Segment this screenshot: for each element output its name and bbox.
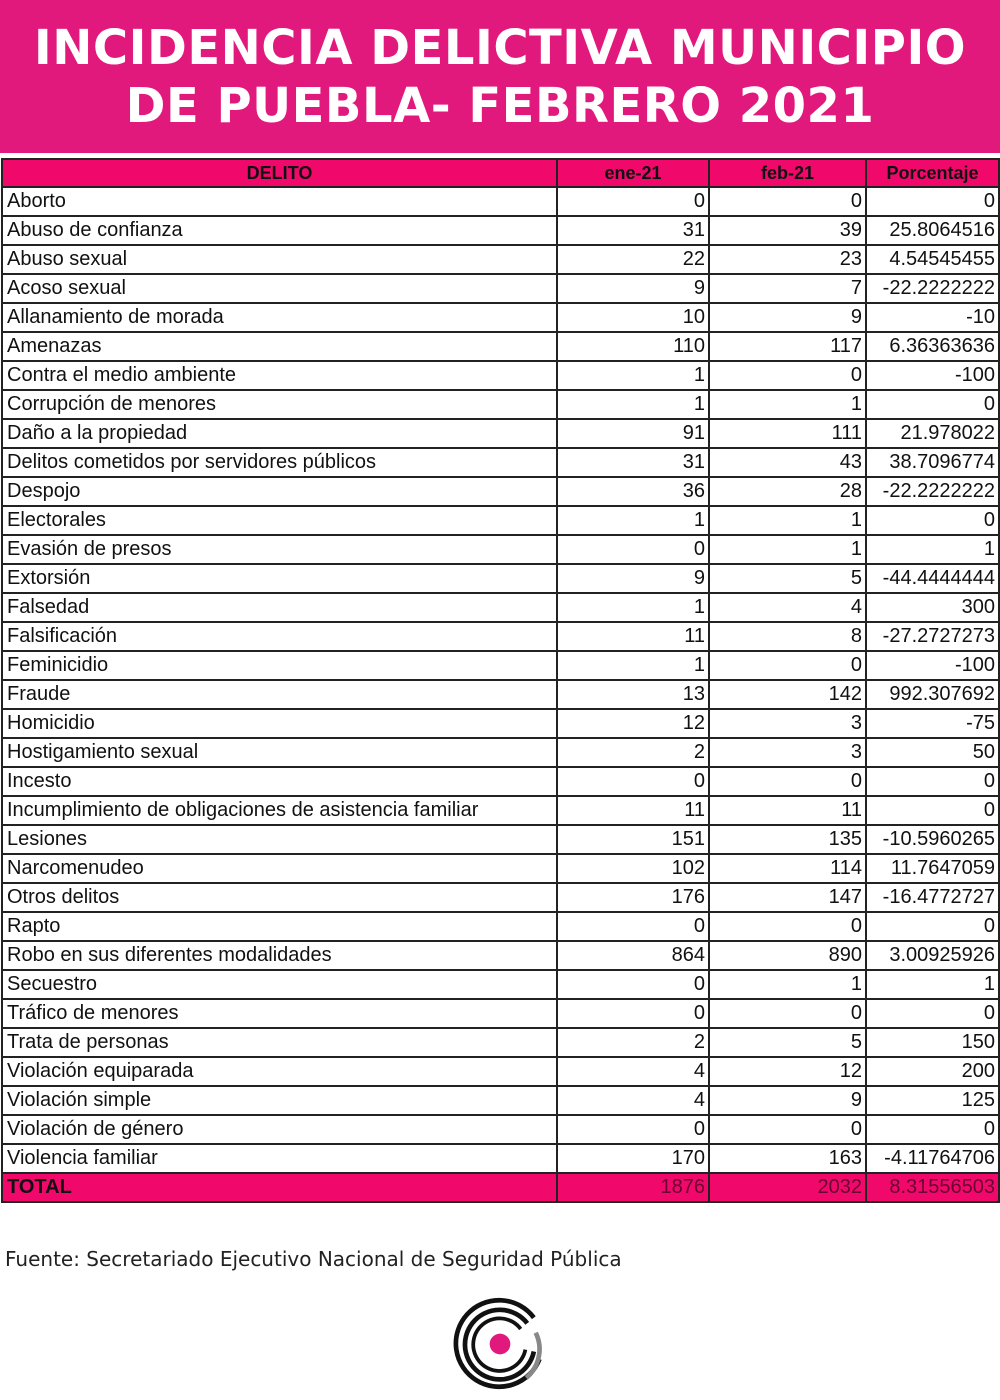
cell-ene-21: 151 xyxy=(557,825,709,854)
table-row xyxy=(2,825,999,854)
title-line-1: INCIDENCIA DELICTIVA MUNICIPIO xyxy=(33,19,967,76)
cell-porcentaje: -10.5960265 xyxy=(866,825,999,854)
cell-porcentaje: 0 xyxy=(866,390,999,419)
cell-delito: Falsificación xyxy=(2,622,557,651)
cell-feb-21: 1 xyxy=(709,970,866,999)
cell-ene-21: 31 xyxy=(557,448,709,477)
cell-feb-21: 111 xyxy=(709,419,866,448)
table-row xyxy=(2,245,999,274)
cell-porcentaje: 150 xyxy=(866,1028,999,1057)
cell-feb-21: 23 xyxy=(709,245,866,274)
cell-porcentaje: 3.00925926 xyxy=(866,941,999,970)
cell-porcentaje: 0 xyxy=(866,767,999,796)
cell-delito: Delitos cometidos por servidores públicos xyxy=(2,448,557,477)
cell-feb-21: 0 xyxy=(709,187,866,216)
cell-delito: Tráfico de menores xyxy=(2,999,557,1028)
cell-porcentaje: -44.4444444 xyxy=(866,564,999,593)
table-row xyxy=(2,477,999,506)
cell-ene-21: 91 xyxy=(557,419,709,448)
cell-ene-21: 1 xyxy=(557,651,709,680)
cell-feb-21: 12 xyxy=(709,1057,866,1086)
cell-delito: Lesiones xyxy=(2,825,557,854)
header-ene-21: ene-21 xyxy=(557,159,709,187)
table-row xyxy=(2,593,999,622)
table-header-row xyxy=(2,159,999,187)
cell-delito: Evasión de presos xyxy=(2,535,557,564)
cell-porcentaje: 0 xyxy=(866,912,999,941)
table-row xyxy=(2,970,999,999)
title-banner xyxy=(0,0,1000,153)
cell-porcentaje: 125 xyxy=(866,1086,999,1115)
cell-ene-21: 4 xyxy=(557,1086,709,1115)
cell-porcentaje: 300 xyxy=(866,593,999,622)
cell-delito: Narcomenudeo xyxy=(2,854,557,883)
total-row xyxy=(2,1173,999,1202)
cell-feb-21: 28 xyxy=(709,477,866,506)
table-row xyxy=(2,303,999,332)
cell-delito: Otros delitos xyxy=(2,883,557,912)
cell-delito: Violencia familiar xyxy=(2,1144,557,1173)
cell-feb-21: 9 xyxy=(709,1086,866,1115)
cell-porcentaje: 1 xyxy=(866,535,999,564)
cell-delito: Electorales xyxy=(2,506,557,535)
table-row xyxy=(2,796,999,825)
cell-ene-21: 0 xyxy=(557,999,709,1028)
cell-delito: Abuso sexual xyxy=(2,245,557,274)
cell-feb-21: 1 xyxy=(709,390,866,419)
crime-table xyxy=(1,158,1000,1203)
source-note: Fuente: Secretariado Ejecutivo Nacional de Seguridad Pública xyxy=(5,1247,622,1271)
cell-feb-21: 0 xyxy=(709,1115,866,1144)
cell-feb-21: 1 xyxy=(709,535,866,564)
cell-feb-21: 163 xyxy=(709,1144,866,1173)
cell-ene-21: 22 xyxy=(557,245,709,274)
table-row xyxy=(2,274,999,303)
table-row xyxy=(2,564,999,593)
cell-ene-21: 2 xyxy=(557,738,709,767)
cell-delito: Daño a la propiedad xyxy=(2,419,557,448)
cell-ene-21: 0 xyxy=(557,535,709,564)
total-porcentaje: 8.31556503 xyxy=(866,1173,999,1202)
table-row xyxy=(2,1115,999,1144)
cell-feb-21: 0 xyxy=(709,361,866,390)
cell-delito: Acoso sexual xyxy=(2,274,557,303)
cell-ene-21: 864 xyxy=(557,941,709,970)
cell-delito: Corrupción de menores xyxy=(2,390,557,419)
cell-porcentaje: 0 xyxy=(866,187,999,216)
table-row xyxy=(2,1028,999,1057)
table-row xyxy=(2,912,999,941)
cell-ene-21: 9 xyxy=(557,274,709,303)
cell-ene-21: 4 xyxy=(557,1057,709,1086)
cell-ene-21: 0 xyxy=(557,1115,709,1144)
table-row xyxy=(2,419,999,448)
total-ene-21: 1876 xyxy=(557,1173,709,1202)
cell-ene-21: 0 xyxy=(557,187,709,216)
cell-delito: Falsedad xyxy=(2,593,557,622)
cell-ene-21: 1 xyxy=(557,593,709,622)
table-row xyxy=(2,680,999,709)
cell-porcentaje: 38.7096774 xyxy=(866,448,999,477)
cell-feb-21: 11 xyxy=(709,796,866,825)
cell-delito: Violación simple xyxy=(2,1086,557,1115)
cell-feb-21: 0 xyxy=(709,651,866,680)
cell-ene-21: 0 xyxy=(557,912,709,941)
cell-porcentaje: 992.307692 xyxy=(866,680,999,709)
cell-feb-21: 142 xyxy=(709,680,866,709)
cell-porcentaje: 0 xyxy=(866,796,999,825)
table-row xyxy=(2,738,999,767)
cell-delito: Amenazas xyxy=(2,332,557,361)
cell-ene-21: 11 xyxy=(557,622,709,651)
cell-delito: Abuso de confianza xyxy=(2,216,557,245)
cell-porcentaje: 6.36363636 xyxy=(866,332,999,361)
cell-feb-21: 117 xyxy=(709,332,866,361)
table-row xyxy=(2,651,999,680)
cell-feb-21: 3 xyxy=(709,709,866,738)
cell-porcentaje: -22.2222222 xyxy=(866,274,999,303)
cell-feb-21: 114 xyxy=(709,854,866,883)
cell-ene-21: 13 xyxy=(557,680,709,709)
total-feb-21: 2032 xyxy=(709,1173,866,1202)
cell-ene-21: 1 xyxy=(557,361,709,390)
cell-porcentaje: 50 xyxy=(866,738,999,767)
cell-porcentaje: -10 xyxy=(866,303,999,332)
table-row xyxy=(2,1086,999,1115)
cell-feb-21: 0 xyxy=(709,999,866,1028)
cell-feb-21: 890 xyxy=(709,941,866,970)
cell-delito: Hostigamiento sexual xyxy=(2,738,557,767)
cell-porcentaje: -16.4772727 xyxy=(866,883,999,912)
cell-ene-21: 9 xyxy=(557,564,709,593)
cell-porcentaje: 0 xyxy=(866,506,999,535)
header-delito: DELITO xyxy=(2,159,557,187)
cell-feb-21: 43 xyxy=(709,448,866,477)
cell-delito: Trata de personas xyxy=(2,1028,557,1057)
cell-delito: Feminicidio xyxy=(2,651,557,680)
cell-feb-21: 3 xyxy=(709,738,866,767)
cell-ene-21: 102 xyxy=(557,854,709,883)
cell-ene-21: 1 xyxy=(557,506,709,535)
table-row xyxy=(2,709,999,738)
cell-feb-21: 0 xyxy=(709,912,866,941)
cell-feb-21: 1 xyxy=(709,506,866,535)
cell-porcentaje: 11.7647059 xyxy=(866,854,999,883)
cell-delito: Robo en sus diferentes modalidades xyxy=(2,941,557,970)
cell-feb-21: 0 xyxy=(709,767,866,796)
cell-ene-21: 170 xyxy=(557,1144,709,1173)
cell-feb-21: 5 xyxy=(709,564,866,593)
cell-porcentaje: 200 xyxy=(866,1057,999,1086)
cell-delito: Allanamiento de morada xyxy=(2,303,557,332)
table-row xyxy=(2,1057,999,1086)
cell-delito: Extorsión xyxy=(2,564,557,593)
cell-delito: Incesto xyxy=(2,767,557,796)
cell-delito: Violación equiparada xyxy=(2,1057,557,1086)
title-line-2: DE PUEBLA- FEBRERO 2021 xyxy=(125,77,875,134)
cell-delito: Violación de género xyxy=(2,1115,557,1144)
cell-porcentaje: -100 xyxy=(866,361,999,390)
table-row xyxy=(2,999,999,1028)
cell-porcentaje: -100 xyxy=(866,651,999,680)
cell-porcentaje: 21.978022 xyxy=(866,419,999,448)
cell-ene-21: 0 xyxy=(557,970,709,999)
table-row xyxy=(2,332,999,361)
cell-feb-21: 5 xyxy=(709,1028,866,1057)
cell-delito: Homicidio xyxy=(2,709,557,738)
table-row xyxy=(2,854,999,883)
table-row xyxy=(2,535,999,564)
cell-ene-21: 1 xyxy=(557,390,709,419)
cell-ene-21: 176 xyxy=(557,883,709,912)
cell-ene-21: 12 xyxy=(557,709,709,738)
cell-ene-21: 2 xyxy=(557,1028,709,1057)
cell-ene-21: 31 xyxy=(557,216,709,245)
table-row xyxy=(2,506,999,535)
cell-delito: Aborto xyxy=(2,187,557,216)
cell-feb-21: 4 xyxy=(709,593,866,622)
table-row xyxy=(2,216,999,245)
table-row xyxy=(2,622,999,651)
total-delito: TOTAL xyxy=(2,1173,557,1202)
cell-feb-21: 147 xyxy=(709,883,866,912)
table-row xyxy=(2,390,999,419)
cell-delito: Despojo xyxy=(2,477,557,506)
table-row xyxy=(2,361,999,390)
cell-delito: Rapto xyxy=(2,912,557,941)
cell-ene-21: 11 xyxy=(557,796,709,825)
cell-porcentaje: 1 xyxy=(866,970,999,999)
concentric-circles-logo-icon xyxy=(453,1297,547,1391)
cell-delito: Contra el medio ambiente xyxy=(2,361,557,390)
table-row xyxy=(2,941,999,970)
table-row xyxy=(2,187,999,216)
cell-feb-21: 135 xyxy=(709,825,866,854)
cell-ene-21: 36 xyxy=(557,477,709,506)
cell-feb-21: 7 xyxy=(709,274,866,303)
cell-delito: Secuestro xyxy=(2,970,557,999)
table-row xyxy=(2,883,999,912)
cell-porcentaje: 0 xyxy=(866,1115,999,1144)
table-row xyxy=(2,1144,999,1173)
cell-delito: Incumplimiento de obligaciones de asistencia familiar xyxy=(2,796,557,825)
cell-porcentaje: -27.2727273 xyxy=(866,622,999,651)
header-feb-21: feb-21 xyxy=(709,159,866,187)
cell-feb-21: 8 xyxy=(709,622,866,651)
cell-feb-21: 39 xyxy=(709,216,866,245)
table-body xyxy=(2,187,999,1202)
cell-ene-21: 110 xyxy=(557,332,709,361)
cell-ene-21: 0 xyxy=(557,767,709,796)
table-row xyxy=(2,448,999,477)
cell-porcentaje: -22.2222222 xyxy=(866,477,999,506)
cell-feb-21: 9 xyxy=(709,303,866,332)
cell-porcentaje: 25.8064516 xyxy=(866,216,999,245)
cell-porcentaje: 4.54545455 xyxy=(866,245,999,274)
cell-porcentaje: -75 xyxy=(866,709,999,738)
table-row xyxy=(2,767,999,796)
cell-porcentaje: 0 xyxy=(866,999,999,1028)
cell-ene-21: 10 xyxy=(557,303,709,332)
cell-porcentaje: -4.11764706 xyxy=(866,1144,999,1173)
cell-delito: Fraude xyxy=(2,680,557,709)
header-porcentaje: Porcentaje xyxy=(866,159,999,187)
